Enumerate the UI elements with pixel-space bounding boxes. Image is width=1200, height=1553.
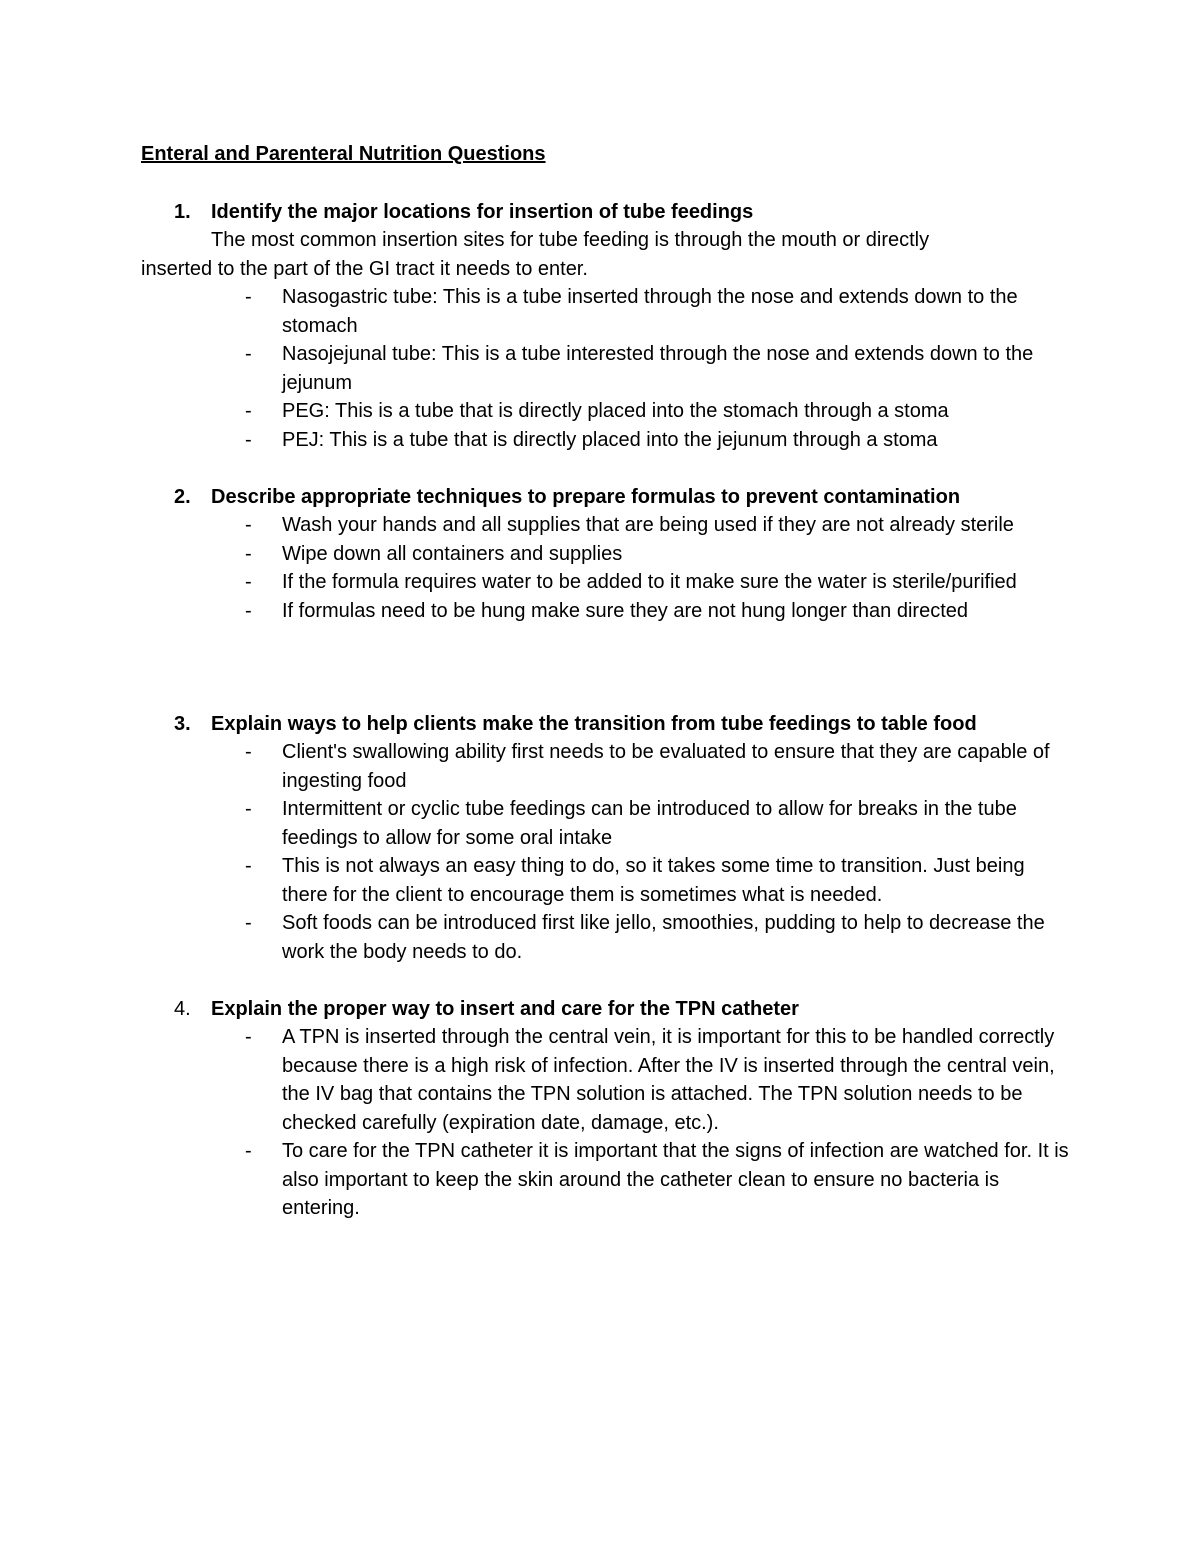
question-heading <box>141 483 1071 511</box>
list-item <box>141 1023 1071 1137</box>
list-item <box>141 852 1071 909</box>
list-item-text: Nasojejunal tube: This is a tube interested through the nose and extends down to the jejunum <box>282 343 1034 394</box>
document-title: Enteral and Parenteral Nutrition Questions <box>141 143 546 165</box>
list-item-text: If formulas need to be hung make sure they are not hung longer than directed <box>282 599 968 622</box>
list-item-text: Nasogastric tube: This is a tube inserted through the nose and extends down to the stomach <box>282 286 1018 337</box>
dash-bullet: - <box>245 599 252 622</box>
list-item-text: Wash your hands and all supplies that are being used if they are not already sterile <box>282 514 1014 536</box>
dash-bullet: - <box>245 912 252 934</box>
list-item <box>141 1137 1071 1223</box>
list-item <box>141 597 1071 626</box>
list-item <box>141 540 1071 569</box>
question-number: 2. <box>174 486 191 508</box>
dash-bullet: - <box>245 343 252 365</box>
question-number: 3. <box>174 713 191 735</box>
question-text: Explain ways to help clients make the transition from tube feedings to table food <box>211 713 977 735</box>
list-item-text: To care for the TPN catheter it is important that the signs of infection are watched for. It is also important to keep the skin around the catheter clean to ensure no bacteria is entering. <box>282 1140 1069 1219</box>
list-item-text: Intermittent or cyclic tube feedings can be introduced to allow for breaks in the tube feedings to allow for some oral intake <box>282 798 1017 849</box>
answer-list <box>141 738 1071 966</box>
dash-bullet: - <box>245 798 252 820</box>
question-section-4 <box>141 995 1071 1223</box>
list-item <box>141 283 1071 340</box>
question-section-3 <box>141 710 1071 966</box>
list-item <box>141 397 1071 426</box>
list-item-text: PEJ: This is a tube that is directly placed into the jejunum through a stoma <box>282 428 938 451</box>
question-text: Identify the major locations for insertion of tube feedings <box>211 201 754 223</box>
answer-list <box>141 511 1071 625</box>
question-heading <box>141 995 1071 1023</box>
list-item <box>141 909 1071 966</box>
dash-bullet: - <box>245 741 252 763</box>
dash-bullet: - <box>245 571 252 593</box>
dash-bullet: - <box>245 286 252 308</box>
question-text: Describe appropriate techniques to prepare formulas to prevent contamination <box>211 486 961 508</box>
list-item-text: PEG: This is a tube that is directly placed into the stomach through a stoma <box>282 400 949 422</box>
list-item <box>141 795 1071 852</box>
dash-bullet: - <box>245 428 252 451</box>
list-item <box>141 568 1071 597</box>
dash-bullet: - <box>245 400 252 422</box>
question-text: Explain the proper way to insert and care for the TPN catheter <box>211 998 799 1020</box>
list-item-text: Client's swallowing ability first needs to be evaluated to ensure that they are capable of ingesting food <box>282 741 1050 792</box>
dash-bullet: - <box>245 855 252 877</box>
list-item-text: Soft foods can be introduced first like jello, smoothies, pudding to help to decrease the work the body needs to do. <box>282 912 1045 963</box>
list-item-text: A TPN is inserted through the central vein, it is important for this to be handled correctly because there is a high risk of infection. After the IV is inserted through the central vein, the IV bag that contains the TPN solution is attached. The TPN solution needs to be checked carefully (expiration date, damage, etc.). <box>282 1026 1055 1134</box>
answer-list <box>141 283 1071 454</box>
question-heading <box>141 710 1071 738</box>
list-item <box>141 340 1071 397</box>
question-heading <box>141 198 1071 226</box>
dash-bullet: - <box>245 514 252 536</box>
list-item-text: Wipe down all containers and supplies <box>282 542 623 565</box>
question-number: 1. <box>174 201 191 223</box>
list-item-text: If the formula requires water to be added to it make sure the water is sterile/purified <box>282 571 1017 593</box>
answer-intro: The most common insertion sites for tube feeding is through the mouth or directly inserted to the part of the GI tract it needs to enter. <box>141 229 930 280</box>
question-number: 4. <box>174 998 191 1020</box>
list-item <box>141 511 1071 540</box>
list-item <box>141 426 1071 455</box>
dash-bullet: - <box>245 1140 252 1162</box>
question-section-2 <box>141 483 1071 625</box>
list-item-text: This is not always an easy thing to do, so it takes some time to transition. Just being there for the client to encourage them is sometimes what is needed. <box>282 855 1025 906</box>
list-item <box>141 738 1071 795</box>
answer-list <box>141 1023 1071 1223</box>
dash-bullet: - <box>245 542 252 565</box>
dash-bullet: - <box>245 1026 252 1048</box>
question-section-1 <box>141 198 1071 454</box>
